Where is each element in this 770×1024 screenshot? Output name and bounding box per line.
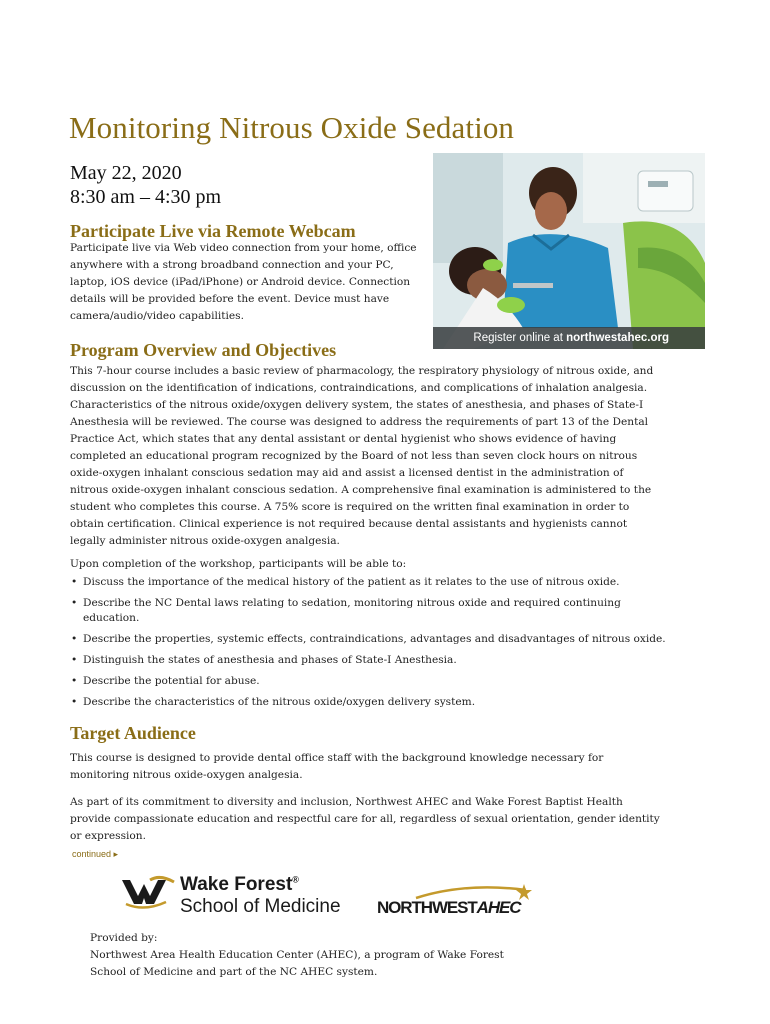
register-url[interactable]: northwestahec.org	[566, 332, 669, 344]
northwest-wordmark: NORTHWEST	[377, 898, 477, 917]
ahec-wordmark: AHEC	[476, 898, 521, 917]
provided-by-line: School of Medicine and part of the NC AHEC system.	[90, 966, 378, 978]
objective-item: • Describe the properties, systemic effects, contraindications, advantages and disadvantages of nitrous oxide.	[70, 632, 670, 647]
event-time-line: 8:30 am – 4:30 pm	[70, 186, 222, 208]
overview-heading: Program Overview and Objectives	[70, 340, 337, 360]
continued-link[interactable]: continued ▸	[72, 849, 119, 859]
event-date-line: May 22, 2020	[70, 162, 182, 184]
objective-item: • Describe the NC Dental laws relating to sedation, monitoring nitrous oxide and required continuing education.	[70, 596, 670, 626]
wake-forest-name	[180, 874, 299, 896]
event-date	[70, 161, 221, 209]
live-description: Participate live via Web video connection from your home, office anywhere with a strong broadband connection and your PC, laptop, iOS device (iPad/iPhone) or Android device. Connection details will be provided before the event. Device must have camera/audio/video capabilities.	[70, 242, 417, 322]
objective-item: • Distinguish the states of anesthesia and phases of State-I Anesthesia.	[70, 653, 670, 668]
objective-item: • Describe the potential for abuse.	[70, 674, 670, 689]
objective-item: • Discuss the importance of the medical history of the patient as it relates to the use of nitrous oxide.	[70, 575, 670, 590]
wake-forest-name-text: Wake Forest	[180, 874, 293, 895]
school-of-medicine-text: School of Medicine	[180, 896, 341, 917]
northwest-ahec-wordmark	[377, 898, 520, 918]
objective-item: • Describe the characteristics of the nitrous oxide/oxygen delivery system.	[70, 695, 670, 710]
provided-by-block	[90, 930, 520, 981]
audience-heading: Target Audience	[70, 723, 196, 743]
live-heading: Participate Live via Remote Webcam	[70, 221, 356, 241]
overview-description: This 7-hour course includes a basic review of pharmacology, the respiratory physiology of nitrous oxide, and discussion on the identification of indications, contraindications, and complications of inhalation analgesia. Characteristics of the nitrous oxide/oxygen delivery system, the states of anesthesia, and phases of State-I Anesthesia will be reviewed. The course was designed to address the requirements of part 13 of the Dental Practice Act, which states that any dental assistant or dental hygienist who shows evidence of having completed an educational program recognized by the Board of not less than seven clock hours on nitrous oxide-oxygen inhalant conscious sedation may aid and assist a licensed dentist in the administration of nitrous oxide-oxygen inhalant conscious sedation. A comprehensive final examination is administered to the student who completes this course. A 75% score is required on the written final examination in order to obtain certification. Clinical experience is not required because dental assistants and hygienists cannot legally administer nitrous oxide-oxygen analgesia.	[70, 365, 654, 547]
provided-by-label: Provided by:	[90, 932, 158, 944]
provided-by-line: Northwest Area Health Education Center (AHEC), a program of Wake Forest	[90, 949, 504, 961]
diversity-statement: As part of its commitment to diversity and inclusion, Northwest AHEC and Wake Forest Baptist Health provide compassionate education and respectful care for all, regardless of sexual orientation, gender identity or expression.	[70, 796, 660, 842]
photo-illustration	[433, 153, 705, 349]
objectives-intro: Upon completion of the workshop, participants will be able to:	[70, 558, 407, 570]
page-title: Monitoring Nitrous Oxide Sedation	[69, 110, 515, 145]
objectives-list	[70, 575, 670, 716]
registered-mark: ®	[292, 874, 299, 885]
register-caption-prefix: Register online at	[473, 332, 567, 344]
register-caption	[433, 327, 705, 349]
dental-hygienist-photo	[433, 153, 705, 349]
audience-description: This course is designed to provide dental office staff with the background knowledge necessary for monitoring nitrous oxide-oxygen analgesia.	[70, 752, 604, 781]
